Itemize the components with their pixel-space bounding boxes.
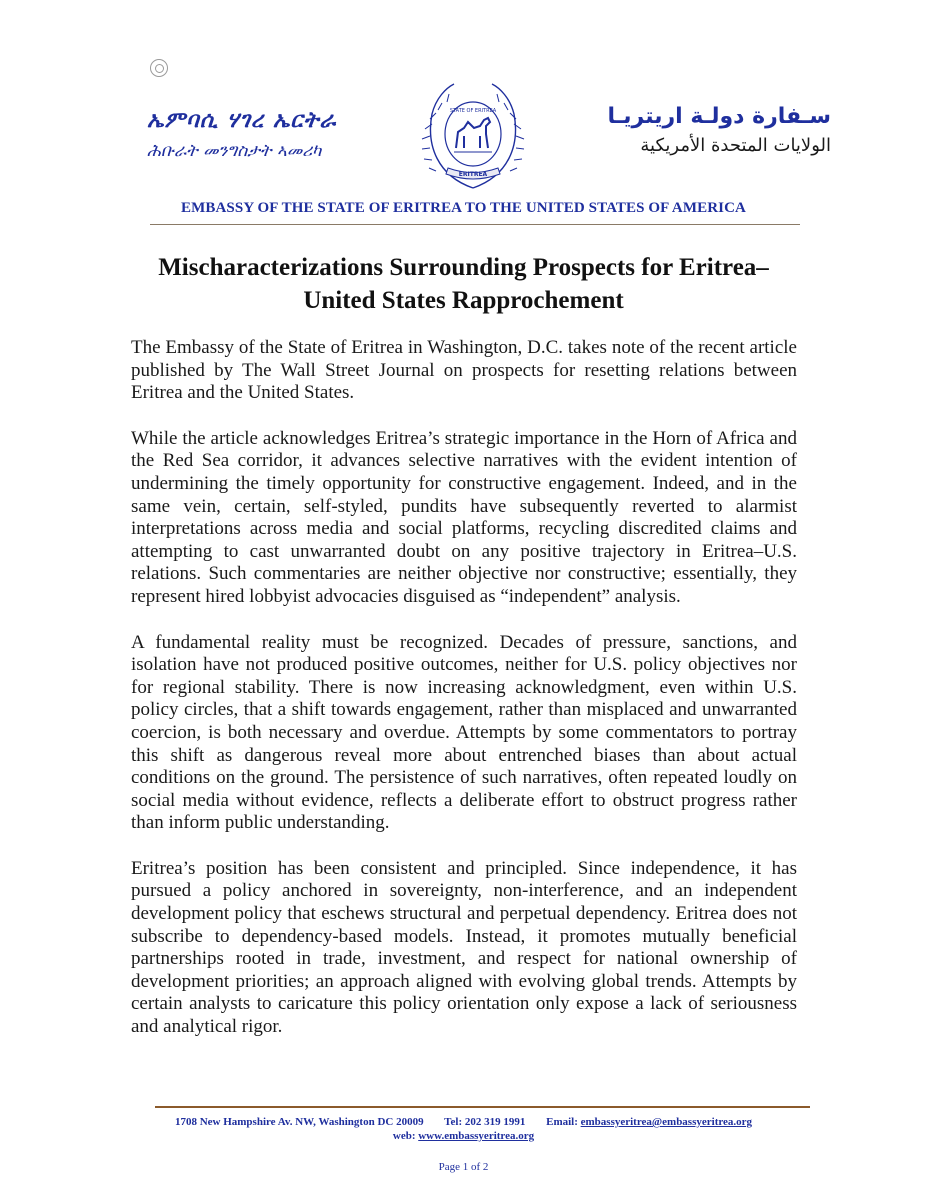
title-line-2: United States Rapprochement [303,287,624,314]
emblem-text: STATE OF ERITREA [449,108,497,114]
footer-address: 1708 New Hampshire Av. NW, Washington DC 20009 [174,1116,424,1128]
footer-tel: 202 319 1991 [464,1116,526,1128]
footer-line-1 [0,1115,927,1129]
arabic-line-1: سـفارة دولـة اريتريـا [607,104,831,129]
eritrea-emblem-icon [418,76,528,196]
footer-line-2 [0,1129,927,1143]
emblem-ribbon-text: ERITREA [458,171,488,178]
footer-email-label: Email: [546,1116,578,1128]
footer-web-link[interactable]: www.embassyeritrea.org [418,1130,535,1142]
footer-contact [0,1115,927,1143]
embassy-name: EMBASSY OF THE STATE OF ERITREA TO THE UNITED STATES OF AMERICA [181,200,746,216]
letterhead-tigrinya [147,108,387,161]
small-seal-icon [150,59,168,77]
paragraph-4: Eritrea’s position has been consistent and principled. Since independence, it has pursued a policy anchored in sovereignty, non-interference, and an independent development policy that eschews structural and perpetual dependency. Eritrea does not subscribe to dependency-based models. Instead, it promotes mutually beneficial partnerships rooted in trade, investment, and respect for national ownership of development priorities; an approach aligned with evolving global trends. Attempts by certain analysts to caricature this policy orientation only expose a lack of seriousness and analytical rigor. [131,857,797,1038]
paragraph-3: A fundamental reality must be recognized. Decades of pressure, sanctions, and isolation have not produced positive outcomes, neither for U.S. policy objectives nor for regional stability. There is now increasing acknowledgment, even within U.S. policy circles, that a shift towards engagement, rather than misplaced and unwarranted coercion, is both necessary and overdue. Attempts by some commentators to portray this shift as dangerous reveal more about entrenched biases than about actual conditions on the ground. The persistence of such narratives, often repeated loudly on social media without evidence, reflects a deliberate effort to obstruct progress rather than inform public understanding. [131,631,797,834]
arabic-line-2: الولايات المتحدة الأمريكية [640,135,831,156]
document-title [130,251,797,317]
tigrinya-line-2: ሕቡራት መንግስታት ኣመሪካ [147,141,322,161]
paragraph-1: The Embassy of the State of Eritrea in Washington, D.C. takes note of the recent article published by The Wall Street Journal on prospects for resetting relations between Eritrea and the United States. [131,337,797,404]
paragraph-2: While the article acknowledges Eritrea’s strategic importance in the Horn of Africa and the Red Sea corridor, it advances selective narratives with the evident intention of undermining the timely opportunity for constructive engagement. Indeed, and in the same vein, certain, self-styled, pundits have subsequently reverted to alarmist interpretations across media and social platforms, recycling discredited claims and attempting to cast unwarranted doubt on any positive trajectory in Eritrea–U.S. relations. Such commentaries are neither objective nor constructive; essentially, they represent hired lobbyist advocacies disguised as “independent” analysis. [131,427,797,607]
page-number: Page 1 of 2 [438,1161,489,1173]
footer-email-link[interactable]: embassyeritrea@embassyeritrea.org [580,1116,753,1128]
title-line-1: Mischaracterizations Surrounding Prospects for Eritrea– [158,254,769,281]
footer-web-label: web: [392,1130,416,1142]
footer-divider [155,1106,810,1108]
header-divider [150,224,800,225]
tigrinya-line-1: ኤምባሲ ሃገረ ኤርትራ [147,108,337,133]
document-body [131,337,797,1062]
letterhead-arabic [591,104,831,156]
footer-tel-label: Tel: [444,1116,463,1128]
